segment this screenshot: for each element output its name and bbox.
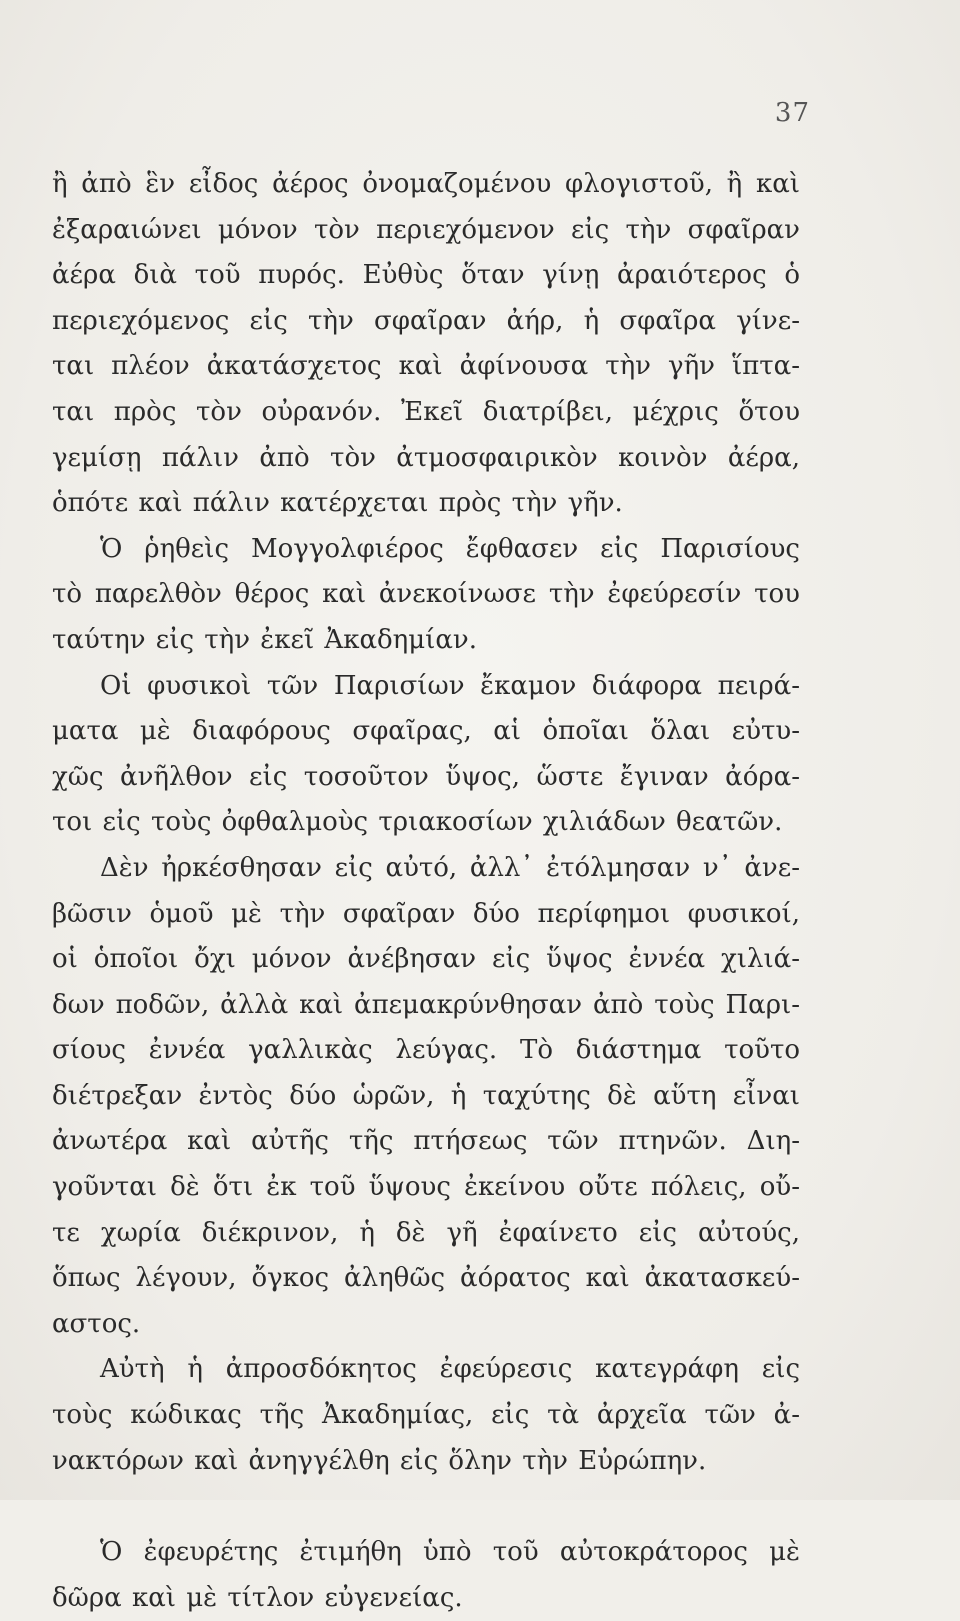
paragraph — [52, 162, 800, 527]
text-line: γοῦνται δὲ ὅτι ἐκ τοῦ ὕψους ἐκείνου οὔτε πόλεις, οὔ- — [52, 1172, 800, 1203]
text-line: γεμίσῃ πάλιν ἀπὸ τὸν ἀτμοσφαιρικὸν κοινὸν ἀέρα, — [52, 442, 800, 473]
text-line: τοὺς κώδικας τῆς Ἀκαδημίας, εἰς τὰ ἀρχεῖα τῶν ἀ- — [52, 1400, 800, 1431]
text-line: ὁπότε καὶ πάλιν κατέρχεται πρὸς τὴν γῆν. — [52, 488, 623, 519]
body-text — [52, 162, 800, 1621]
paragraph — [52, 846, 800, 1348]
text-line: Ὁ ἐφευρέτης ἐτιμήθη ὑπὸ τοῦ αὐτοκράτορος μὲ — [100, 1537, 800, 1568]
text-line: ἐξαραιώνει μόνον τὸν περιεχόμενον εἰς τὴν σφαῖραν — [52, 214, 800, 245]
paragraph — [52, 1347, 800, 1484]
text-line: Δὲν ἠρκέσθησαν εἰς αὐτό, ἀλλ᾽ ἐτόλμησαν ν᾽ ἀνε- — [100, 852, 800, 883]
text-line: Αὐτὴ ἡ ἀπροσδόκητος ἐφεύρεσις κατεγράφη εἰς — [100, 1354, 800, 1385]
text-line: περιεχόμενος εἰς τὴν σφαῖραν ἀήρ, ἡ σφαῖρα γίνε- — [52, 305, 800, 336]
page-number: 37 — [774, 98, 810, 128]
text-line: δῶρα καὶ μὲ τίτλον εὐγενείας. — [52, 1582, 463, 1613]
text-line: ἀέρα διὰ τοῦ πυρός. Εὐθὺς ὅταν γίνῃ ἀραιότερος ὁ — [52, 260, 800, 291]
text-line: σίους ἐννέα γαλλικὰς λεύγας. Τὸ διάστημα τοῦτο — [52, 1035, 800, 1066]
text-line: ἢ ἀπὸ ἓν εἶδος ἀέρος ὀνομαζομένου φλογιστοῦ, ἢ καὶ — [52, 169, 800, 199]
text-line: νακτόρων καὶ ἀνηγγέλθη εἰς ὅλην τὴν Εὐρώπην. — [52, 1445, 707, 1476]
text-line: ται πρὸς τὸν οὐρανόν. Ἐκεῖ διατρίβει, μέχρις ὅτου — [52, 396, 800, 427]
text-line: ὅπως λέγουν, ὄγκος ἀληθῶς ἀόρατος καὶ ἀκατασκεύ- — [52, 1263, 800, 1294]
text-line: ται πλέον ἀκατάσχετος καὶ ἀφίνουσα τὴν γῆν ἵπτα- — [52, 351, 800, 382]
text-line: οἱ ὁποῖοι ὄχι μόνον ἀνέβησαν εἰς ὕψος ἐννέα χιλιά- — [52, 944, 800, 975]
text-line: διέτρεξαν ἐντὸς δύο ὡρῶν, ἡ ταχύτης δὲ αὕτη εἶναι — [52, 1080, 800, 1111]
paragraph — [52, 527, 800, 664]
text-line: Οἱ φυσικοὶ τῶν Παρισίων ἔκαμον διάφορα πειρά- — [100, 670, 800, 701]
paragraph-gap — [52, 1484, 800, 1530]
text-line: δων ποδῶν, ἀλλὰ καὶ ἀπεμακρύνθησαν ἀπὸ τοὺς Παρι- — [52, 989, 800, 1020]
text-line: τοι εἰς τοὺς ὀφθαλμοὺς τριακοσίων χιλιάδων θεατῶν. — [52, 807, 783, 838]
paragraph — [52, 1530, 800, 1621]
text-line: βῶσιν ὁμοῦ μὲ τὴν σφαῖραν δύο περίφημοι φυσικοί, — [52, 898, 800, 929]
text-line: ἀνωτέρα καὶ αὐτῆς τῆς πτήσεως τῶν πτηνῶν. Διη- — [52, 1126, 800, 1157]
text-line: Ὁ ῥηθεὶς Μογγολφιέρος ἔφθασεν εἰς Παρισίους — [100, 533, 800, 564]
text-line: ματα μὲ διαφόρους σφαῖρας, αἱ ὁποῖαι ὅλαι εὐτυ- — [52, 716, 800, 747]
paragraph — [52, 664, 800, 846]
text-line: τε χωρία διέκρινον, ἡ δὲ γῆ ἐφαίνετο εἰς αὐτούς, — [52, 1217, 800, 1248]
text-line: τὸ παρελθὸν θέρος καὶ ἀνεκοίνωσε τὴν ἐφεύρεσίν του — [52, 579, 800, 610]
text-line: ταύτην εἰς τὴν ἐκεῖ Ἀκαδημίαν. — [52, 624, 477, 655]
text-line: αστος. — [52, 1308, 141, 1339]
text-line: χῶς ἀνῆλθον εἰς τοσοῦτον ὕψος, ὥστε ἔγιναν ἀόρα- — [52, 761, 800, 792]
